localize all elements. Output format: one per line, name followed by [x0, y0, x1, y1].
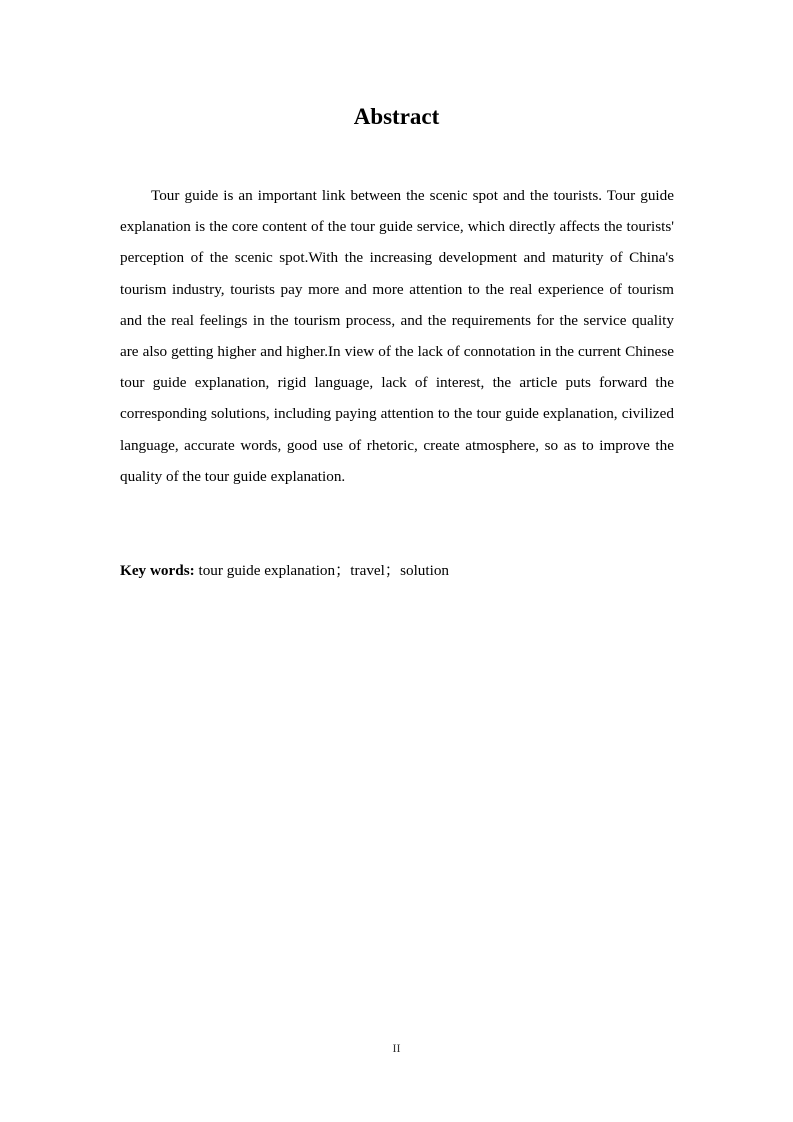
page-number: II [392, 1041, 401, 1055]
abstract-title: Abstract [353, 104, 440, 129]
keywords-line [120, 555, 674, 586]
keywords-label: Key words: [120, 562, 195, 579]
keywords-text: tour guide explanation；travel；solution [194, 562, 450, 579]
abstract-body-paragraph: Tour guide is an important link between the scenic spot and the tourists. Tour guide explanation is the core content of the tour guide service, which directly affects the tourists' perception of the scenic spot.With the increasing development and maturity of China's tourism industry, tourists pay more and more attention to the real experience of tourism and the real feelings in the tourism process, and the requirements for the service quality are also getting higher and higher.In view of the lack of connotation in the current Chinese tour guide explanation, rigid language, lack of interest, the article puts forward the corresponding solutions, including paying attention to the tour guide explanation, civilized language, accurate words, good use of rhetoric, create atmosphere, so as to improve the quality of the tour guide explanation. [120, 187, 674, 485]
